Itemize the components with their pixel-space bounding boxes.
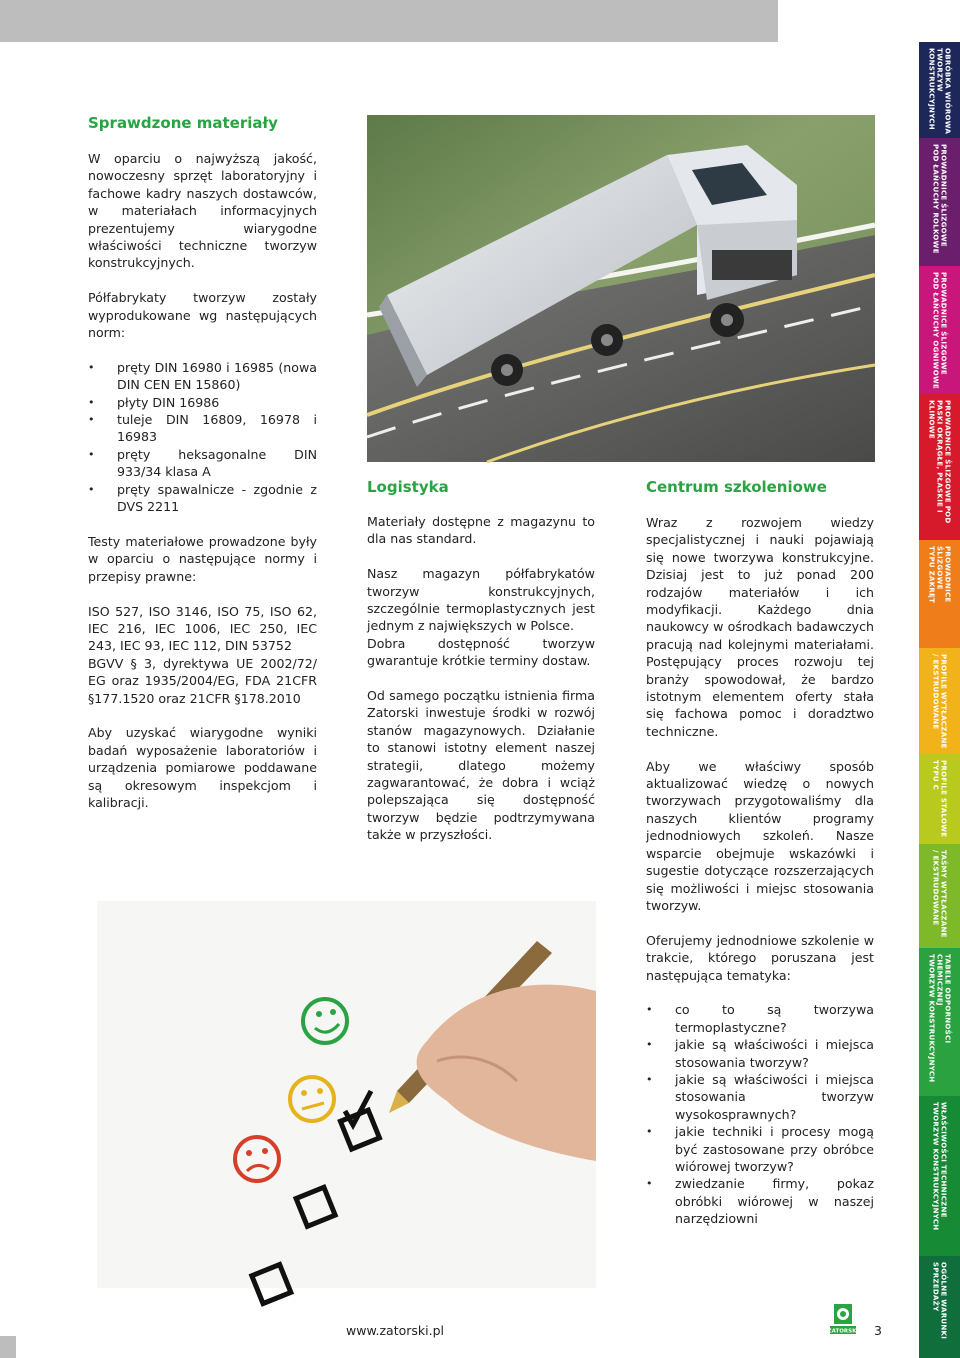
footer-url: www.zatorski.pl xyxy=(346,1323,445,1338)
list-item: • pręty spawalnicze - zgodnie z DVS 2211 xyxy=(88,481,317,516)
list-item: • pręty heksagonalne DIN 933/34 klasa A xyxy=(88,446,317,481)
side-tab-label: TAŚMY WYTŁACZANE / EKSTRUDOWANE xyxy=(931,850,948,938)
tests-intro: Testy materiałowe prowadzone były w oparciu o następujące normy i przepisy prawne: xyxy=(88,533,317,584)
training-p3: Oferujemy jednodniowe szkolenie w trakcie, którego poruszana jest następująca tematyka: xyxy=(646,932,874,983)
logistics-column xyxy=(367,513,595,861)
side-tab-label: OBRÓBKA WIÓROWA TWORZYW KONSTRUKCYJNYCH xyxy=(927,48,952,135)
logistics-p4: Od samego początku istnienia firma Zatorski inwestuje środki w rozwój stanów magazynowych. Działanie to stanowi istotny element naszej strategii, dlatego możemy zagwarantować, że dobra i wciąż polepszająca się dostępność tworzyw będzie podtrzymywana także w przyszłości. xyxy=(367,688,595,843)
list-item: • płyty DIN 16986 xyxy=(88,394,317,411)
materials-column xyxy=(88,150,317,829)
side-tab-curve-guides[interactable] xyxy=(919,540,960,648)
side-tab-label: TABELE ODPORNOŚCI CHEMICZNEJ TWORZYW KONSTRUKCYJNYCH xyxy=(927,954,952,1083)
training-column xyxy=(646,514,874,1245)
logistics-p2: Nasz magazyn półfabrykatów tworzyw konstrukcyjnych, szczególnie termoplastycznych jest jednym z największych w Polsce. xyxy=(367,566,595,634)
materials-intro: W oparciu o najwyższą jakość, nowoczesny sprzęt laboratoryjny i fachowe kadry naszych dostawców, w materiałach informacyjnych prezentujemy wiarygodne właściwości techniczne tworzyw konstrukcyjnych. xyxy=(88,151,317,271)
list-item: • jakie są właściwości i miejsca stosowania tworzyw wysokosprawnych? xyxy=(646,1071,874,1123)
side-tab-label: PROWADNICE ŚLIZGOWE POD ŁAŃCUCHY OGNIWOWE xyxy=(931,272,948,390)
topics-list xyxy=(646,1001,874,1227)
side-tab-sales-terms[interactable] xyxy=(919,1256,960,1358)
page-number: 3 xyxy=(874,1323,882,1338)
side-tab-label: PROWADNICE ŚLIZGOWE POD PASKI OKRĄGŁE, PŁASKIE I KLINOWE xyxy=(927,400,952,524)
top-bar xyxy=(0,0,778,42)
list-item: • jakie techniki i procesy mogą być zastosowane przy obróbce wiórowej tworzyw? xyxy=(646,1123,874,1175)
bottom-corner-bar xyxy=(0,1336,16,1358)
checklist-photo xyxy=(97,901,596,1288)
side-tab-label: WŁAŚCIWOŚCI TECHNICZNE TWORZYW KONSTRUKCYJNYCH xyxy=(931,1102,948,1231)
truck-photo xyxy=(367,115,875,462)
list-item: • jakie są właściwości i miejsca stosowania tworzyw? xyxy=(646,1036,874,1071)
checklist-image xyxy=(97,901,596,1288)
side-tab-label: PROWADNICE ŚLIZGOWE TYPU ZAKRĘT xyxy=(927,546,952,604)
side-tab-label: OGÓLNE WARUNKI SPRZEDAŻY xyxy=(931,1262,948,1340)
materials-title: Sprawdzone materiały xyxy=(88,114,278,132)
list-item: • zwiedzanie firmy, pokaz obróbki wiórowej w naszej narzędziowni xyxy=(646,1175,874,1227)
materials-norms-intro: Półfabrykaty tworzyw zostały wyprodukowane wg następujących norm: xyxy=(88,290,317,341)
side-tab-machining[interactable] xyxy=(919,42,960,138)
side-tab-steel-profiles[interactable] xyxy=(919,754,960,844)
svg-text:ZATORSKI: ZATORSKI xyxy=(827,1328,859,1335)
zatorski-logo xyxy=(827,1304,859,1335)
regulations-list: BGVV § 3, dyrektywa UE 2002/72/ EG oraz 1935/2004/EG, FDA 21CFR §177.1520 oraz 21CFR §178.2010 xyxy=(88,655,317,706)
side-tab-label: PROWADNICE ŚLIZGOWE POD ŁAŃCUCHY ROLKOWE xyxy=(931,144,948,254)
calibration-text: Aby uzyskać wiarygodne wyniki badań wyposażenie laboratoriów i urządzenia pomiarowe poddawane są okresowym inspekcjom i kalibracji. xyxy=(88,725,317,810)
truck-image xyxy=(367,115,875,462)
list-item: • co to są tworzywa termoplastyczne? xyxy=(646,1001,874,1036)
training-title: Centrum szkoleniowe xyxy=(646,478,827,496)
side-tab-label: PROFILE STALOWE TYPU C xyxy=(931,760,948,838)
logistics-p1: Materiały dostępne z magazynu to dla nas standard. xyxy=(367,514,595,547)
side-tab-extruded-strips[interactable] xyxy=(919,844,960,948)
training-p1: Wraz z rozwojem wiedzy specjalistycznej i nauki pojawiają się nowe tworzywa konstrukcyjne. Dzisiaj jest to już ponad 200 rodzajów materiałów i ich modyfikacji. Każdego dnia naukowcy w ośrodkach badawczych pracują nad kolejnymi materiałami. Postępujący proces rozwoju tej branży spowodował, że bardzo istotnym elementem oferty stała się fachowa pomoc i doradztwo techniczne. xyxy=(646,515,874,739)
side-tab-roller-chain-guides[interactable] xyxy=(919,138,960,266)
training-p2: Aby we właściwy sposób aktualizować wiedzę o nowych tworzywach przygotowaliśmy dla naszych klientów programy jednodniowych szkoleń. Nasze wsparcie obejmuje wskazówki i sugestie dotyczące rozszerzających się możliwości i miejsc stosowania tworzyw. xyxy=(646,758,874,913)
logistics-p3: Dobra dostępność tworzyw gwarantuje krótkie terminy dostaw. xyxy=(367,635,595,669)
list-item: • tuleje DIN 16809, 16978 i 16983 xyxy=(88,411,317,446)
logo-icon xyxy=(827,1304,859,1335)
side-tab-extruded-profiles[interactable] xyxy=(919,648,960,754)
side-tab-chemical-resistance[interactable] xyxy=(919,948,960,1096)
side-tab-label: PROFILE WYTŁACZANE / EKSTRUDOWANE xyxy=(931,654,948,749)
standards-list: ISO 527, ISO 3146, ISO 75, ISO 62, IEC 216, IEC 1006, IEC 250, IEC 243, IEC 93, IEC 112, DIN 53752 xyxy=(88,603,317,654)
side-tab-link-chain-guides[interactable] xyxy=(919,266,960,394)
side-tabs xyxy=(919,42,960,1358)
side-tab-belt-guides[interactable] xyxy=(919,394,960,540)
side-tab-technical-properties[interactable] xyxy=(919,1096,960,1256)
logistics-title: Logistyka xyxy=(367,478,449,496)
list-item: • pręty DIN 16980 i 16985 (nowa DIN CEN EN 15860) xyxy=(88,359,317,394)
norms-list xyxy=(88,359,317,516)
